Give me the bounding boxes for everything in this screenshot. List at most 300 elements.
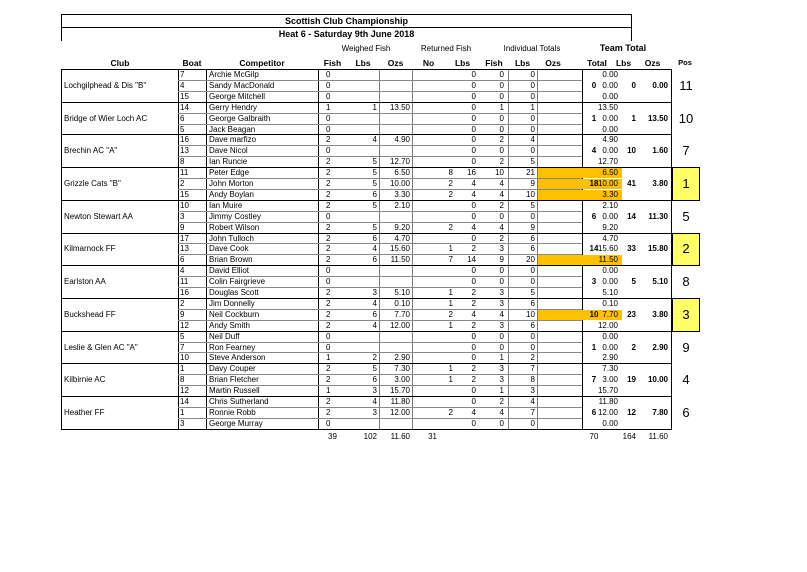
returned-no: 7 bbox=[448, 255, 453, 265]
club-name: Grizzle Cats "B" bbox=[64, 179, 121, 188]
subtitle-divider bbox=[61, 27, 632, 28]
weighed-ozs: 12.00 bbox=[389, 320, 410, 330]
competitor-name: Dave marfizo bbox=[209, 135, 257, 145]
competitor-name: Brian Brown bbox=[209, 255, 253, 265]
ind-lbs: 7 bbox=[530, 407, 535, 417]
weighed-ozs: 10.00 bbox=[389, 179, 410, 188]
returned-lbs: 4 bbox=[471, 222, 476, 232]
ind-fish: 0 bbox=[499, 418, 504, 428]
ind-fish: 0 bbox=[499, 331, 504, 341]
returned-lbs: 0 bbox=[471, 91, 476, 101]
col-header-boat: Boat bbox=[182, 58, 202, 68]
team-lbs: 2 bbox=[631, 342, 636, 352]
competitor-name: Dave Nicol bbox=[209, 146, 248, 156]
returned-lbs: 2 bbox=[471, 298, 476, 308]
returned-lbs: 0 bbox=[471, 102, 476, 112]
grand-team-ozs: 11.60 bbox=[648, 431, 668, 441]
ind-fish: 0 bbox=[499, 146, 504, 156]
weighed-lbs: 6 bbox=[372, 189, 377, 199]
competitor-name: Andy Smith bbox=[209, 320, 250, 330]
boat-number: 8 bbox=[180, 375, 185, 385]
ind-lbs: 6 bbox=[530, 298, 535, 308]
ind-fish: 1 bbox=[499, 102, 504, 112]
ind-lbs: 2 bbox=[530, 353, 535, 363]
ind-ozs: 0.00 bbox=[602, 124, 618, 134]
weighed-lbs: 2 bbox=[372, 353, 377, 363]
ind-lbs: 1 bbox=[530, 102, 535, 112]
weighed-fish: 2 bbox=[326, 309, 331, 319]
returned-lbs: 2 bbox=[471, 244, 476, 254]
weighed-ozs: 7.70 bbox=[394, 309, 410, 319]
weighed-fish: 1 bbox=[326, 102, 331, 112]
competitor-name: Ian Muire bbox=[209, 200, 243, 210]
competitor-name: Steve Anderson bbox=[209, 353, 266, 363]
returned-lbs: 0 bbox=[471, 233, 476, 243]
returned-lbs: 0 bbox=[471, 397, 476, 406]
competitor-name: Ron Fearney bbox=[209, 342, 256, 352]
weighed-fish: 1 bbox=[326, 353, 331, 363]
ind-ozs: 0.00 bbox=[602, 266, 618, 276]
weighed-fish: 2 bbox=[326, 200, 331, 210]
grand-team-total: 70 bbox=[589, 431, 599, 441]
team-lbs: 10 bbox=[627, 146, 636, 156]
weighed-ozs: 12.00 bbox=[389, 407, 410, 417]
ind-lbs: 7 bbox=[530, 364, 535, 374]
club-name: Bridge of Wier Loch AC bbox=[64, 113, 148, 123]
ind-ozs: 13.50 bbox=[597, 102, 618, 112]
returned-no: 1 bbox=[448, 298, 453, 308]
ind-fish: 10 bbox=[495, 168, 504, 178]
returned-no: 2 bbox=[448, 309, 453, 319]
weighed-lbs: 5 bbox=[372, 157, 377, 167]
boat-number: 15 bbox=[180, 91, 189, 101]
team-total: 6 bbox=[591, 211, 597, 221]
competitor-name: Jimmy Costley bbox=[209, 211, 262, 221]
ind-lbs: 9 bbox=[530, 179, 535, 188]
ind-fish: 1 bbox=[499, 353, 504, 363]
returned-lbs: 0 bbox=[471, 266, 476, 276]
ind-lbs: 0 bbox=[530, 211, 535, 221]
col-header-weighed-lbs: Lbs bbox=[355, 58, 371, 68]
competitor-name: John Tulloch bbox=[209, 233, 254, 243]
ind-fish: 0 bbox=[499, 124, 504, 134]
weighed-fish: 0 bbox=[326, 91, 331, 101]
ind-ozs: 2.10 bbox=[602, 200, 618, 210]
col-header-weighed-fish: Fish bbox=[323, 58, 342, 68]
team-ozs: 5.10 bbox=[652, 277, 668, 287]
team-lbs: 19 bbox=[627, 375, 636, 385]
ind-fish: 4 bbox=[499, 189, 504, 199]
weighed-fish: 2 bbox=[326, 179, 331, 188]
returned-lbs: 4 bbox=[471, 179, 476, 188]
col-header-competitor: Competitor bbox=[239, 58, 285, 68]
team-total-header: Team Total bbox=[599, 43, 647, 53]
ind-lbs: 0 bbox=[530, 124, 535, 134]
team-lbs: 14 bbox=[627, 211, 636, 221]
grand-total-lbs: 102 bbox=[363, 431, 377, 441]
team-total: 18 bbox=[589, 179, 599, 188]
weighed-ozs: 12.70 bbox=[389, 157, 410, 167]
returned-lbs: 0 bbox=[471, 113, 476, 123]
ind-ozs: 7.30 bbox=[602, 364, 618, 374]
team-ozs: 11.30 bbox=[648, 211, 668, 221]
weighed-fish: 2 bbox=[326, 320, 331, 330]
competitor-name: Gerry Hendry bbox=[209, 102, 258, 112]
boat-number: 11 bbox=[180, 168, 189, 178]
grand-total-ozs: 11.60 bbox=[390, 431, 410, 441]
weighed-lbs: 6 bbox=[372, 375, 377, 385]
boat-number: 5 bbox=[180, 124, 185, 134]
competitor-name: Jim Donnelly bbox=[209, 298, 255, 308]
boat-number: 10 bbox=[180, 200, 189, 210]
weighed-lbs: 3 bbox=[372, 288, 377, 297]
ind-lbs: 0 bbox=[530, 146, 535, 156]
weighed-lbs: 4 bbox=[372, 397, 377, 406]
competitor-name: Davy Couper bbox=[209, 364, 256, 374]
team-total: 1 bbox=[591, 113, 597, 123]
ind-lbs: 0 bbox=[530, 277, 535, 287]
boat-number: 1 bbox=[180, 407, 185, 417]
weighed-fish: 2 bbox=[326, 298, 331, 308]
returned-no: 2 bbox=[448, 407, 453, 417]
team-ozs: 7.80 bbox=[652, 407, 668, 417]
team-ozs: 13.50 bbox=[647, 113, 668, 123]
club-name: Earlston AA bbox=[64, 277, 106, 287]
col-header-ind-ozs: Ozs bbox=[545, 58, 561, 68]
weighed-ozs: 7.30 bbox=[394, 364, 410, 374]
position: 7 bbox=[682, 143, 690, 159]
ind-ozs: 4.70 bbox=[602, 233, 618, 243]
team-lbs: 0 bbox=[631, 80, 636, 90]
team-ozs: 0.00 bbox=[652, 80, 668, 90]
weighed-fish: 2 bbox=[326, 168, 331, 178]
col-header-ind-lbs: Lbs bbox=[514, 58, 531, 68]
boat-number: 9 bbox=[180, 222, 185, 232]
col-header-team-lbs: Lbs bbox=[615, 58, 632, 68]
weighed-lbs: 5 bbox=[372, 179, 377, 188]
weighed-lbs: 5 bbox=[372, 168, 377, 178]
team-lbs: 23 bbox=[627, 309, 636, 319]
boat-number: 10 bbox=[180, 353, 189, 363]
ind-lbs: 6 bbox=[530, 233, 535, 243]
weighed-ozs: 6.50 bbox=[394, 168, 410, 178]
ind-lbs: 0 bbox=[530, 342, 535, 352]
ind-fish: 0 bbox=[499, 266, 504, 276]
weighed-ozs: 2.10 bbox=[394, 200, 410, 210]
competitor-name: Sandy MacDonald bbox=[209, 80, 275, 90]
col-header-ind-fish: Fish bbox=[485, 58, 503, 68]
competitor-name: Neil Cockburn bbox=[209, 309, 260, 319]
weighed-fish: 2 bbox=[326, 157, 331, 167]
club-group-border bbox=[61, 200, 672, 201]
club-group-border bbox=[61, 233, 672, 234]
returned-no: 2 bbox=[448, 189, 453, 199]
ind-ozs: 5.10 bbox=[602, 288, 618, 297]
competitor-name: Jack Beagan bbox=[209, 124, 256, 134]
club-name: Leslie & Glen AC "A" bbox=[64, 342, 138, 352]
ind-ozs: 15.60 bbox=[597, 244, 618, 254]
ind-fish: 0 bbox=[499, 70, 504, 79]
ind-lbs: 0 bbox=[530, 418, 535, 428]
weighed-fish: 2 bbox=[326, 222, 331, 232]
returned-lbs: 0 bbox=[471, 331, 476, 341]
ind-fish: 2 bbox=[499, 233, 504, 243]
weighed-fish: 2 bbox=[326, 397, 331, 406]
returned-no: 1 bbox=[448, 288, 453, 297]
team-lbs: 12 bbox=[627, 407, 636, 417]
col-header-returned-lbs: Lbs bbox=[454, 58, 471, 68]
weighed-fish: 0 bbox=[326, 331, 331, 341]
team-ozs: 10.00 bbox=[647, 375, 668, 385]
ind-ozs: 2.90 bbox=[602, 353, 618, 363]
club-name: Buckshead FF bbox=[64, 309, 116, 319]
boat-number: 1 bbox=[180, 364, 185, 374]
club-name: Kilmarnock FF bbox=[64, 244, 116, 254]
ind-ozs: 3.30 bbox=[602, 189, 618, 199]
returned-no: 1 bbox=[448, 244, 453, 254]
ind-fish: 3 bbox=[499, 320, 504, 330]
weighed-fish: 0 bbox=[326, 113, 331, 123]
team-total: 7 bbox=[591, 375, 597, 385]
weighed-fish: 1 bbox=[326, 386, 331, 396]
ind-fish: 2 bbox=[499, 157, 504, 167]
ind-lbs: 0 bbox=[530, 331, 535, 341]
ind-fish: 0 bbox=[499, 342, 504, 352]
boat-number: 13 bbox=[180, 244, 189, 254]
team-total: 10 bbox=[589, 309, 599, 319]
competitor-name: David Elliot bbox=[209, 266, 250, 276]
boat-number: 11 bbox=[180, 277, 189, 287]
weighed-lbs: 5 bbox=[372, 222, 377, 232]
club-group-border bbox=[61, 363, 672, 364]
boat-number: 2 bbox=[180, 298, 185, 308]
col-header-club: Club bbox=[110, 58, 130, 68]
ind-ozs: 9.20 bbox=[602, 222, 618, 232]
ind-fish: 0 bbox=[499, 80, 504, 90]
position: 4 bbox=[682, 372, 690, 388]
returned-lbs: 14 bbox=[467, 255, 476, 265]
weighed-fish: 0 bbox=[326, 211, 331, 221]
ind-fish: 0 bbox=[499, 211, 504, 221]
position: 8 bbox=[682, 274, 690, 290]
ind-ozs: 0.00 bbox=[602, 418, 618, 428]
ind-ozs: 15.70 bbox=[597, 386, 618, 396]
ind-lbs: 0 bbox=[530, 113, 535, 123]
weighed-fish: 2 bbox=[326, 255, 331, 265]
boat-number: 17 bbox=[180, 233, 189, 243]
ind-lbs: 0 bbox=[530, 70, 535, 79]
returned-lbs: 2 bbox=[471, 320, 476, 330]
club-group-border bbox=[61, 69, 672, 70]
ind-fish: 3 bbox=[499, 288, 504, 297]
returned-lbs: 2 bbox=[471, 364, 476, 374]
weighed-fish: 2 bbox=[326, 288, 331, 297]
boat-number: 15 bbox=[180, 189, 189, 199]
returned-lbs: 0 bbox=[471, 211, 476, 221]
boat-number: 14 bbox=[180, 397, 189, 406]
weighed-fish: 0 bbox=[326, 277, 331, 287]
sheet-title: Scottish Club Championship bbox=[285, 16, 408, 26]
boat-number: 6 bbox=[180, 113, 185, 123]
club-group-border bbox=[61, 331, 672, 332]
ind-lbs: 8 bbox=[530, 375, 535, 385]
weighed-fish: 0 bbox=[326, 70, 331, 79]
team-ozs: 3.80 bbox=[652, 179, 668, 188]
ind-fish: 3 bbox=[499, 244, 504, 254]
weighed-fish: 2 bbox=[326, 407, 331, 417]
ind-fish: 2 bbox=[499, 135, 504, 145]
boat-number: 7 bbox=[180, 70, 185, 79]
ind-ozs: 0.00 bbox=[602, 70, 618, 79]
ind-lbs: 6 bbox=[530, 320, 535, 330]
competitor-name: Neil Duff bbox=[209, 331, 240, 341]
ind-fish: 4 bbox=[499, 309, 504, 319]
ind-fish: 4 bbox=[499, 222, 504, 232]
boat-number: 3 bbox=[180, 211, 185, 221]
weighed-lbs: 6 bbox=[372, 309, 377, 319]
boat-number: 5 bbox=[180, 331, 185, 341]
ind-fish: 4 bbox=[499, 407, 504, 417]
weighed-fish: 2 bbox=[326, 233, 331, 243]
team-lbs: 33 bbox=[627, 244, 636, 254]
returned-lbs: 0 bbox=[471, 200, 476, 210]
returned-lbs: 0 bbox=[471, 70, 476, 79]
ind-ozs: 3.00 bbox=[602, 375, 618, 385]
weighed-fish: 2 bbox=[326, 364, 331, 374]
team-total: 3 bbox=[591, 277, 597, 287]
weighed-fish: 2 bbox=[326, 189, 331, 199]
col-header-weighed-ozs: Ozs bbox=[387, 58, 404, 68]
team-total: 4 bbox=[591, 146, 597, 156]
weighed-fish: 2 bbox=[326, 375, 331, 385]
weighed-fish: 0 bbox=[326, 124, 331, 134]
weighed-ozs: 15.70 bbox=[389, 386, 410, 396]
position: 1 bbox=[682, 176, 690, 191]
weighed-lbs: 5 bbox=[372, 200, 377, 210]
boat-number: 4 bbox=[180, 80, 185, 90]
ind-fish: 2 bbox=[499, 397, 504, 406]
returned-lbs: 2 bbox=[471, 288, 476, 297]
ind-lbs: 4 bbox=[530, 397, 535, 406]
weighed-fish: 0 bbox=[326, 342, 331, 352]
returned-lbs: 0 bbox=[471, 277, 476, 287]
ind-lbs: 21 bbox=[526, 168, 535, 178]
boat-number: 14 bbox=[180, 102, 189, 112]
boat-number: 9 bbox=[180, 309, 185, 319]
competitor-name: Andy Boylan bbox=[209, 189, 254, 199]
weighed-lbs: 4 bbox=[372, 298, 377, 308]
competitor-name: Robert Wilson bbox=[209, 222, 260, 232]
ind-lbs: 5 bbox=[530, 157, 535, 167]
weighed-ozs: 9.20 bbox=[394, 222, 410, 232]
club-name: Lochgilphead & Dis "B" bbox=[64, 80, 147, 90]
ind-lbs: 0 bbox=[530, 91, 535, 101]
position: 11 bbox=[679, 77, 693, 93]
ind-fish: 4 bbox=[499, 179, 504, 188]
weighed-ozs: 4.70 bbox=[394, 233, 410, 243]
ind-lbs: 0 bbox=[530, 80, 535, 90]
competitor-name: Chris Sutherland bbox=[209, 397, 269, 406]
ind-ozs: 0.00 bbox=[602, 342, 618, 352]
ind-fish: 9 bbox=[499, 255, 504, 265]
returned-lbs: 2 bbox=[471, 375, 476, 385]
weighed-lbs: 1 bbox=[372, 102, 377, 112]
weighed-fish-header: Weighed Fish bbox=[341, 44, 391, 53]
returned-lbs: 0 bbox=[471, 80, 476, 90]
competitor-name: Ian Runcie bbox=[209, 157, 248, 167]
boat-number: 2 bbox=[180, 179, 185, 188]
weighed-fish: 0 bbox=[326, 266, 331, 276]
returned-lbs: 4 bbox=[471, 189, 476, 199]
boat-number: 13 bbox=[180, 146, 189, 156]
weighed-ozs: 4.90 bbox=[394, 135, 410, 145]
weighed-ozs: 0.10 bbox=[394, 298, 410, 308]
weighed-lbs: 6 bbox=[372, 233, 377, 243]
boat-number: 6 bbox=[180, 255, 185, 265]
ind-fish: 1 bbox=[499, 386, 504, 396]
weighed-lbs: 4 bbox=[372, 135, 377, 145]
returned-fish-header: Returned Fish bbox=[420, 44, 472, 53]
weighed-ozs: 15.60 bbox=[389, 244, 410, 254]
team-lbs: 41 bbox=[627, 179, 636, 188]
ind-lbs: 5 bbox=[530, 288, 535, 297]
competitor-name: George Mitchell bbox=[209, 91, 266, 101]
returned-no: 1 bbox=[448, 375, 453, 385]
boat-number: 12 bbox=[180, 320, 189, 330]
team-total: 6 bbox=[591, 407, 597, 417]
weighed-lbs: 5 bbox=[372, 364, 377, 374]
ind-fish: 0 bbox=[499, 91, 504, 101]
weighed-fish: 0 bbox=[326, 146, 331, 156]
returned-lbs: 4 bbox=[471, 407, 476, 417]
club-group-border bbox=[61, 298, 672, 299]
club-group-border bbox=[61, 134, 672, 135]
team-total: 1 bbox=[591, 342, 597, 352]
ind-lbs: 6 bbox=[530, 244, 535, 254]
returned-no: 2 bbox=[448, 179, 453, 188]
competitor-name: Archie McGilp bbox=[209, 70, 259, 79]
ind-ozs: 0.00 bbox=[602, 146, 618, 156]
boat-number: 3 bbox=[180, 418, 185, 428]
boat-number: 16 bbox=[180, 288, 189, 297]
ind-fish: 3 bbox=[499, 375, 504, 385]
competitor-name: George Murray bbox=[209, 418, 263, 428]
weighed-ozs: 2.90 bbox=[394, 353, 410, 363]
ind-ozs: 11.50 bbox=[598, 255, 618, 265]
ind-fish: 2 bbox=[499, 200, 504, 210]
ind-lbs: 4 bbox=[530, 135, 535, 145]
weighed-ozs: 13.50 bbox=[389, 102, 410, 112]
ind-lbs: 0 bbox=[530, 266, 535, 276]
individual-totals-header: Individual Totals bbox=[503, 44, 561, 53]
weighed-ozs: 5.10 bbox=[394, 288, 410, 297]
weighed-lbs: 3 bbox=[372, 386, 377, 396]
ind-fish: 0 bbox=[499, 113, 504, 123]
position: 5 bbox=[682, 208, 690, 224]
position: 2 bbox=[682, 241, 690, 257]
team-total: 14 bbox=[589, 244, 599, 254]
weighed-lbs: 3 bbox=[372, 407, 377, 417]
col-header-team-ozs: Ozs bbox=[644, 58, 661, 68]
team-ozs: 1.60 bbox=[652, 146, 668, 156]
ind-ozs: 12.00 bbox=[597, 320, 618, 330]
ind-lbs: 20 bbox=[526, 255, 535, 265]
weighed-lbs: 6 bbox=[372, 255, 377, 265]
position: 3 bbox=[682, 306, 690, 322]
ind-ozs: 12.00 bbox=[597, 407, 618, 417]
club-name: Newton Stewart AA bbox=[64, 211, 133, 221]
position: 10 bbox=[678, 110, 694, 126]
